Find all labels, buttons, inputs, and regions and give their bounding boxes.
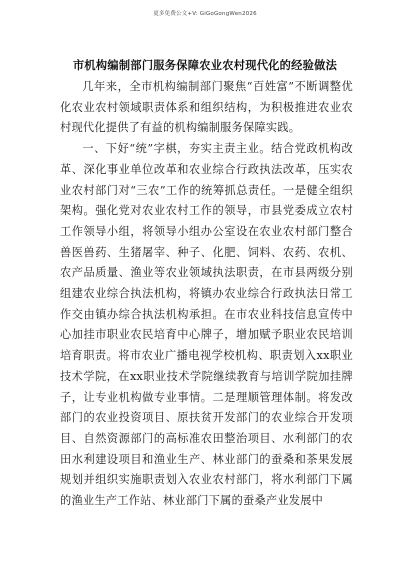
body-paragraph-section-one: 一、下好“统”字棋，夯实主责主业。结合党政机构改革、深化事业单位改革和农业综合行政执法改革，压实农业农村部门对“三农”工作的统筹抓总责任。一是健全组织架构。强化党对农业农村工作的领导，市县党委成立农村工作领导小组，将领导小组办公室设在农业农村部门整合兽医兽药、生猪屠宰、种子、化肥、饲料、农药、农机、农产品质量、渔业等农业领域执法职责，在市县两级分别组建农业综合执法机构，将镇办农业综合行政执法日常工作交由镇办综合执法机构承担。在市农业科技信息宣传中心加挂市职业农民培育中心牌子，增加赋予职业农民培训培育职责。将市农业广播电视学校机构、职责划入xx职业技术学院，在xx职业技术学院继续教育与培训学院加挂牌子，让专业机构做专业事情。二是理顺管理体制。将发改部门的农业投资项目、原扶贫开发部门的农业综合开发项目、自然资源部门的高标准农田整治项目、水利部门的农田水利建设项目和渔业生产、林业部门的蚕桑和茶果发展规划并组织实施职责划入农业农村部门，将水利部门下属的渔业生产工作站、林业部门下属的蚕桑产业发展中 xyxy=(60,142,353,508)
document-title: 市机构编制部门服务保障农业农村现代化的经验做法 xyxy=(72,59,338,72)
body-paragraph-intro: 几年来，全市机构编制部门聚焦“百姓富”不断调整优化农业农村领域职责体系和组织结构，为积极推进农业农村现代化提供了有益的机构编制服务保障实践。 xyxy=(60,80,353,135)
document-body xyxy=(60,77,353,512)
header-note: 更多免费公文+V: GiGoGongWen2026 xyxy=(153,11,257,17)
